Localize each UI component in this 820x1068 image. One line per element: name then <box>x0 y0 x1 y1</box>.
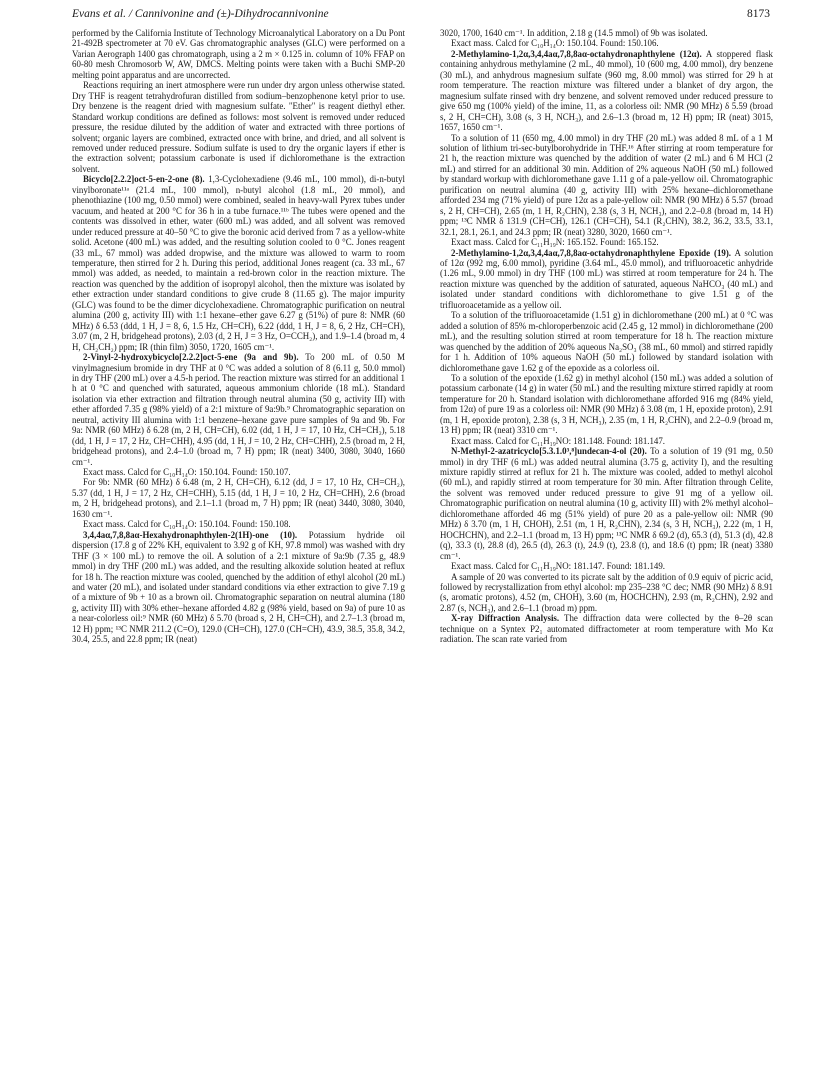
paragraph <box>72 28 405 80</box>
paragraph-text: Exact mass. Calcd for C₁₀H₁₄O: 150.104. Found: 150.108. <box>83 519 291 530</box>
paragraph-text: A solution of 12α (992 mg, 6.00 mmol), pyridine (3.64 mL, 45.0 mmol), and trifluoroacetic anhydride (1.26 mL, 9.00 mmol) in dry THF (100 mL) was stirred at room temperature for 24 h. The reaction mixture was quenched by the addition of saturated, aqueous NaHCO₃ (40 mL) and isolated under standard conditions with dichloromethane to give 1.51 g of the trifluoroacetamide as a yellow oil. <box>440 247 774 310</box>
paragraph <box>440 237 773 247</box>
section-heading: Bicyclo[2.2.2]oct-5-en-2-one (8). <box>83 174 205 185</box>
paragraph-text: To 200 mL of 0.50 M vinylmagnesium bromide in dry THF at 0 °C was added a solution of 8 (6.11 g, 50.0 mmol) in dry THF (200 mL) over a 4.5-h period. The reaction mixture was stirred for an additional 1 h at 0 °C and quenched with saturated, aqueous ammonium chloride (18 mL). Standard isolation via ether extraction and filtration through neutral alumina (50 g, activity III) with ether afforded 7.35 g (98% yield) of a 2:1 mixture of 9a:9b.⁹ Chromatographic separation on neutral, activity III alumina with 1:1 benzene–hexane gave pure samples of 9a and 9b. For 9a: NMR (60 MHz) δ 6.28 (m, 2 H, CH=CH), 6.02 (dd, 1 H, J = 17, 10 Hz, CH=CH₂), 5.18 (dd, 1 H, J = 17, 2 Hz, CH=CHH), 4.95 (dd, 1 H, J = 10, 2 Hz, CH=CHH), 2.5 (broad m, 2 H, bridgehead protons), and 2.4–1.0 (broad m, 7 H) ppm; IR (neat) 3400, 3080, 3040, 1660 cm⁻¹. <box>72 352 405 467</box>
paragraph-text: 3020, 1700, 1640 cm⁻¹. In addition, 2.18 g (14.5 mmol) of 9b was isolated. <box>440 28 708 38</box>
paragraph-text: Exact mass. Calcd for C₁₁H₁₉NO: 181.147. Found: 181.149. <box>451 561 666 572</box>
paragraph <box>440 446 773 561</box>
paragraph <box>72 530 405 645</box>
page-number: 8173 <box>747 8 770 20</box>
paragraph <box>440 310 773 373</box>
paragraph <box>440 572 773 614</box>
paragraph-text: Reactions requiring an inert atmosphere were run under dry argon unless otherwise stated. Dry THF is reagent tetrahydrofuran distilled from sodium–benzophenone ketyl prior to use. Dry benzene is the reagent dried with magnesium sulfate. "Ether" is reagent diethyl ether. Standard workup conditions are defined as follows: most solvent is removed under reduced pressure, the residue diluted by the addition of water and extracted with three portions of solvent; organic layers are combined, extracted once with brine, and dried, and all solvent is removed under reduced pressure. Sodium sulfate is used to dry the organic layers if ether is the extraction solvent; potassium carbonate is used if dichloromethane is the extraction solvent. <box>72 80 405 174</box>
left-column <box>72 28 405 645</box>
paragraph <box>440 613 773 644</box>
paragraph-text: Exact mass. Calcd for C₁₀H₁₄O: 150.104. Found: 150.107. <box>83 467 291 478</box>
paragraph <box>440 38 773 48</box>
paragraph-text: Exact mass. Calcd for C₁₀H₁₄O: 150.104. Found: 150.106. <box>451 38 659 49</box>
paragraph <box>72 80 405 174</box>
paragraph-text: The diffraction data were collected by the θ–2θ scan technique on a Syntex P2₁ automated diffractometer at room temperature with Mo Kα radiation. The scan rate varied from <box>440 613 773 645</box>
paragraph-text: Potassium hydride oil dispersion (17.8 g of 22% KH, equivalent to 3.92 g of KH, 97.8 mmol) was washed with dry THF (3 × 100 mL) to remove the oil. A solution of a 2:1 mixture of 9a:9b (7.35 g, 48.9 mmol) in dry THF (200 mL) was added, and the resulting alkoxide solution heated at reflux for 18 h. The reaction mixture was cooled, quenched by the addition of ethyl alcohol (20 mL) and water (20 mL), and isolated under standard conditions via ether extraction to give 7.19 g of a mixture of 9b + 10 as a brown oil. Chromatographic separation on neutral alumina (180 g, activity III) with 30% ether–hexane afforded 4.82 g (98% yield, based on 9a) of pure 10 as a near-colorless oil:⁹ NMR (60 MHz) δ 5.70 (broad s, 2 H, CH=CH), and 2.7–1.3 (broad m, 12 H) ppm; ¹³C NMR 211.2 (C=O), 129.0 (CH=CH), 127.0 (CH=CH), 43.9, 38.5, 35.8, 34.2, 30.4, 25.5, and 22.8 ppm; IR (neat) <box>72 529 405 645</box>
running-head-title: Evans et al. / Cannivonine and (±)-Dihydrocannivonine <box>72 8 329 20</box>
paragraph-text: A sample of 20 was converted to its picrate salt by the addition of 0.9 equiv of picric acid, followed by recrystallization from ethyl alcohol: mp 235–238 °C dec; NMR (90 MHz) δ 8.91 (s, aromatic protons), 4.52 (m, CHOH), 3.60 (m, HOCHCHN), 2.93 (m, R₂CHN), 2.92 and 2.87 (s, NCH₃), and 2.6–1.1 (broad m) ppm. <box>440 571 773 613</box>
section-heading: 3,4,4aα,7,8,8aα-Hexahydronaphthylen-2(1H)-one (10). <box>83 529 298 540</box>
paragraph <box>440 373 773 436</box>
paragraph <box>440 248 773 311</box>
paragraph <box>440 436 773 446</box>
paragraph-text: Exact mass. Calcd for C₁₁H₁₉NO: 181.148. Found: 181.147. <box>451 435 666 446</box>
section-heading: 2-Methylamino-1,2α,3,4,4aα,7,8,8aα-octahydronaphthylene Epoxide (19). <box>451 247 732 258</box>
paragraph <box>72 352 405 467</box>
paragraph-text: For 9b: NMR (60 MHz) δ 6.48 (m, 2 H, CH=CH), 6.12 (dd, J = 17, 10 Hz, CH=CH₂), 5.37 (dd, 1 H, J = 17, 2 Hz, CH=CHH), 5.15 (dd, 1 H, J = 10, 2 Hz, CH=CHH), 2.6 (broad m, 2 H, bridgehead protons), and 2.1–1.1 (broad m, 7 H) ppm; IR (neat) 3440, 3080, 3040, 1630 cm⁻¹. <box>72 477 405 519</box>
paragraph <box>440 28 773 38</box>
paragraph <box>72 467 405 477</box>
paragraph-text: 1,3-Cyclohexadiene (9.46 mL, 100 mmol), di-n-butyl vinylboronate¹¹ᵃ (21.4 mL, 100 mmol), n-butyl alcohol (1.8 mL, 20 mmol), and phenothiazine (100 mg, 0.50 mmol) were combined, sealed in heavy-wall Pyrex tubes under vacuum, and heated at 200 °C for 36 h in a tube furnace.¹¹ᵇ The tubes were opened and the contents was dissolved in ether, water (600 mL) was added, and all solvent was removed under reduced pressure at 40–50 °C to give the boronic acid derived from 7 as a yellow-white solid. Acetone (400 mL) was added, and the resulting solution cooled to 0 °C. Jones reagent (33 mL, 67 mmol) was added dropwise, and the mixture was allowed to warm to room temperature, then stirred for 2 h. During this period, additional Jones reagent (ca. 33 mL, 67 mmol) was added, as needed, to maintain a red-brown color in the reaction mixture. The reaction was quenched by the addition of isopropyl alcohol, then the mixture was isolated by ether extraction under standard conditions to give crude 8 (11.65 g). The major impurity (GLC) was found to be the dimer dicyclohexadiene. Chromatographic purification on neutral alumina (200 g, activity III) with 1:1 hexane–ether gave 6.27 g (51%) of pure 8: NMR (60 MHz) δ 6.53 (ddd, 1 H, J = 8, 6, 1.5 Hz, CH=CH), 6.22 (ddd, 1 H, J = 8, 6, 2 Hz, CH=CH), 3.07 (m, 2 H, bridgehead protons), 2.03 (d, 2 H, J = 3 Hz, O=CCH₂), and 1.9–1.4 (broad m, 4 H, CH₂CH₂) ppm; IR (thin film) 3050, 1720, 1605 cm⁻¹. <box>72 174 405 352</box>
paragraph-text: performed by the California Institute of Technology Microanalytical Laboratory on a Du Pont 21-492B spectrometer at 70 eV. Gas chromatographic analyses (GLC) were performed on a Varian Aerograph 1400 gas chromatograph, using a 2 m × 0.125 in. column of 10% FFAP on 60-80 mesh Chromosorb W, AW, DMCS. Melting points were taken with a Buchi SMP-20 melting point apparatus and are uncorrected. <box>72 28 405 80</box>
right-column <box>440 28 773 645</box>
paragraph-text: To a solution of the trifluoroacetamide (1.51 g) in dichloromethane (200 mL) at 0 °C was added a solution of 85% m-chloroperbenzoic acid (2.45 g, 12 mmol) in dichloromethane (200 mL), and the resulting solution stirred at room temperature for 18 h. The reaction mixture was quenched by the addition of 20% aqueous Na₂SO₃ (38 mL, 60 mmol) and stirred rapidly for 1 h. Addition of 10% aqueous NaOH (50 mL) followed by standard isolation with dichloromethane gave 1.62 g of the epoxide as a colorless oil. <box>440 310 773 373</box>
paragraph-text: To a solution of 11 (650 mg, 4.00 mmol) in dry THF (20 mL) was added 8 mL of a 1 M solution of lithium tri-sec-butylborohydride in THF.¹⁶ After stirring at room temperature for 21 h, the reaction mixture was quenched by the addition of water (2 mL) and 6 M HCl (2 mL) and stirred for an additional 30 min. Addition of 2% aqueous NaOH (50 mL) followed by standard workup with dichloromethane gave 1.11 g of a pale-yellow oil. Chromatographic purification on neutral alumina (40 g, activity III) with 25% hexane–dichloromethane afforded 234 mg (71% yield) of pure 12α as a pale-yellow oil: NMR (90 MHz) δ 5.57 (broad s, 2 H, CH=CH), 2.65 (m, 1 H, R₂CHN), 2.38 (s, 3 H, NCH₃), and 2.2–0.8 (broad m, 14 H) ppm; ¹³C NMR δ 131.9 (CH=CH), 126.1 (CH=CH), 54.1 (R₂CHN), 38.2, 36.2, 33.5, 33.1, 32.1, 28.1, 26.1, and 24.3 ppm; IR (neat) 3280, 3020, 1660 cm⁻¹. <box>440 132 773 237</box>
paragraph-text: Exact mass. Calcd for C₁₁H₁₉N: 165.152. Found: 165.152. <box>451 237 659 248</box>
section-heading: X-ray Diffraction Analysis. <box>451 613 560 624</box>
paragraph <box>440 133 773 238</box>
paragraph <box>72 174 405 352</box>
section-heading: 2-Methylamino-1,2α,3,4,4aα,7,8,8aα-octahydronaphthylene (12α). <box>451 48 702 59</box>
paragraph-text: A stoppered flask containing anhydrous methylamine (2 mL, 40 mmol), 10 (600 mg, 4.00 mmol), dry benzene (30 mL), and anhydrous magnesium sulfate (960 mg, 8.00 mmol) was stirred for 29 h at room temperature. The reaction mixture was filtered under a blanket of dry argon, the magnesium sulfate rinsed with dry benzene, and solvent removed under reduced pressure to give 650 mg (100% yield) of the imine, 11, as a colorless oil: NMR (90 MHz) δ 5.59 (broad s, 2 H, CH=CH), 3.08 (s, 3 H, NCH₃), and 2.6–1.3 (broad m, 12 H) ppm; IR (neat) 3015, 1657, 1650 cm⁻¹. <box>440 48 773 133</box>
paragraph <box>72 519 405 529</box>
running-head <box>72 8 770 26</box>
section-heading: N-Methyl-2-azatricyclo[5.3.1.0³,⁸]undecan-4-ol (20). <box>451 446 647 457</box>
paragraph <box>440 49 773 133</box>
paragraph-text: To a solution of the epoxide (1.62 g) in methyl alcohol (150 mL) was added a solution of potassium carbonate (14 g) in water (50 mL) and the resulting mixture stirred rapidly at room temperature for 20 h. Standard isolation with dichloromethane afforded 916 mg (84% yield, from 12α) of pure 19 as a colorless oil: NMR (90 MHz) δ 3.08 (m, 1 H, epoxide proton), 2.91 (m, 1 H, epoxide proton), 2.38 (s, 3 H, NCH₃), 2.35 (m, 1 H, R₂CHN), and 2.2–0.9 (broad m, 13 H) ppm; IR (neat) 3310 cm⁻¹. <box>440 372 773 436</box>
paragraph <box>440 561 773 571</box>
section-heading: 2-Vinyl-2-hydroxybicyclo[2.2.2]oct-5-ene (9a and 9b). <box>83 352 299 363</box>
paragraph-text: To a solution of 19 (91 mg, 0.50 mmol) in dry THF (6 mL) was added neutral alumina (3.75 g, activity I), and the resulting mixture rapidly stirred at reflux for 21 h. The mixture was cooled, added to methyl alcohol (60 mL), and rapidly stirred at room temperature for 30 min. After filtration through Celite, the solvent was removed under reduced pressure to give 91 mg of a yellow oil. Chromatographic purification on neutral alumina (10 g, activity III) with 2% methyl alcohol–dichloromethane afforded 46 mg (51% yield) of pure 20 as a pale-yellow oil: NMR (90 MHz) δ 3.70 (m, 1 H, CHOH), 2.51 (m, 1 H, R₂CHN), 2.34 (s, 3 H, NCH₃), 2.22 (m, 1 H, HOCHCHN), and 2.2–1.1 (broad m, 13 H) ppm; ¹³C NMR δ 69.2 (d), 65.3 (d), 51.3 (d), 42.8 (q), 33.3 (t), 28.8 (d), 26.5 (d), 26.3 (t), 24.9 (t), 23.8 (t), and 18.6 (t) ppm; IR (neat) 3380 cm⁻¹. <box>440 446 773 561</box>
paragraph <box>72 477 405 519</box>
